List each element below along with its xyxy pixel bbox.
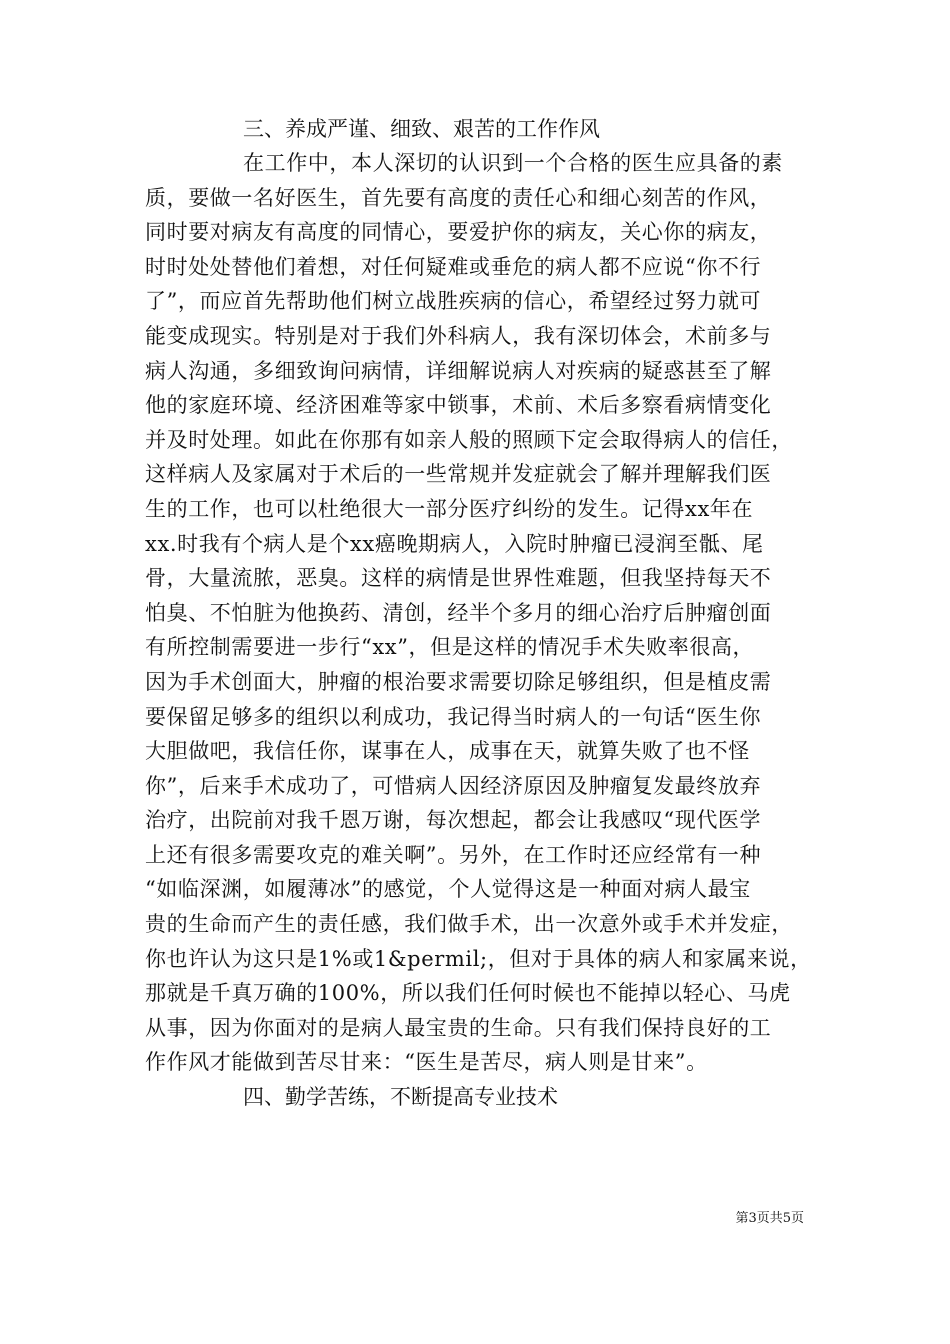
paragraph-line: 骨，大量流脓，恶臭。这样的病情是世界性难题，但我坚持每天不 — [145, 566, 772, 591]
document-body — [145, 112, 817, 1114]
paragraph-line: 并及时处理。如此在你那有如亲人般的照顾下定会取得病人的信任， — [145, 427, 793, 452]
paragraph-line: 要保留足够多的组织以利成功，我记得当时病人的一句话“医生你 — [145, 704, 762, 729]
paragraph-line: xx.时我有个病人是个xx癌晚期病人，入院时肿瘤已浸润至骶、尾 — [145, 531, 764, 556]
section-three-heading: 三、养成严谨、细致、艰苦的工作作风 — [243, 117, 600, 141]
paragraph-line: 有所控制需要进一步行“xx”，但是这样的情况手术失败率很高， — [145, 635, 755, 660]
paragraph-line: 从事，因为你面对的是病人最宝贵的生命。只有我们保持良好的工 — [145, 1015, 772, 1040]
paragraph-line: 那就是千真万确的100%，所以我们任何时候也不能掉以轻心、马虎 — [145, 981, 791, 1006]
paragraph-line: 同时要对病友有高度的同情心，要爱护你的病友，关心你的病友， — [145, 220, 772, 245]
paragraph-line: 贵的生命而产生的责任感，我们做手术，出一次意外或手术并发症， — [145, 912, 793, 937]
paragraph-line: 怕臭、不怕脏为他换药、清创，经半个多月的细心治疗后肿瘤创面 — [145, 600, 772, 625]
paragraph-line: 质，要做一名好医生，首先要有高度的责任心和细心刻苦的作风， — [145, 185, 772, 210]
paragraph-line: 病人沟通，多细致询问病情，详细解说病人对疾病的疑惑甚至了解 — [145, 358, 772, 383]
paragraph-line: 治疗，出院前对我千恩万谢，每次想起，都会让我感叹“现代医学 — [145, 808, 762, 833]
section-three-paragraph — [145, 146, 817, 1080]
paragraph-line: 了”，而应首先帮助他们树立战胜疾病的信心，希望经过努力就可 — [145, 289, 762, 314]
paragraph-line: “如临深渊，如履薄冰”的感觉，个人觉得这是一种面对病人最宝 — [145, 877, 751, 902]
paragraph-line: 在工作中，本人深切的认识到一个合格的医生应具备的素 — [243, 151, 783, 175]
paragraph-line: 时时处处替他们着想，对任何疑难或垂危的病人都不应说“你不行 — [145, 254, 762, 279]
paragraph-line: 作作风才能做到苦尽甘来：“医生是苦尽，病人则是甘来”。 — [145, 1050, 708, 1075]
paragraph-line: 上还有很多需要攻克的难关啊”。另外，在工作时还应经常有一种 — [145, 842, 762, 867]
paragraph-line: 他的家庭环境、经济困难等家中锁事，术前、术后多察看病情变化 — [145, 393, 772, 418]
paragraph-line: 能变成现实。特别是对于我们外科病人，我有深切体会，术前多与 — [145, 323, 772, 348]
paragraph-line: 生的工作，也可以杜绝很大一部分医疗纠纷的发生。记得xx年在 — [145, 496, 754, 521]
paragraph-line: 你也许认为这只是1%或1&permil;，但对于具体的病人和家属来说， — [145, 946, 812, 971]
page-number-footer: 第3页共5页 — [735, 1211, 804, 1226]
paragraph-line: 这样病人及家属对于术后的一些常规并发症就会了解并理解我们医 — [145, 462, 772, 487]
paragraph-line: 你”，后来手术成功了，可惜病人因经济原因及肿瘤复发最终放弃 — [145, 773, 762, 798]
paragraph-line: 因为手术创面大，肿瘤的根治要求需要切除足够组织，但是植皮需 — [145, 669, 772, 694]
paragraph-line: 大胆做吧，我信任你，谋事在人，成事在天，就算失败了也不怪 — [145, 739, 750, 764]
section-four-heading: 四、勤学苦练，不断提高专业技术 — [243, 1085, 558, 1110]
